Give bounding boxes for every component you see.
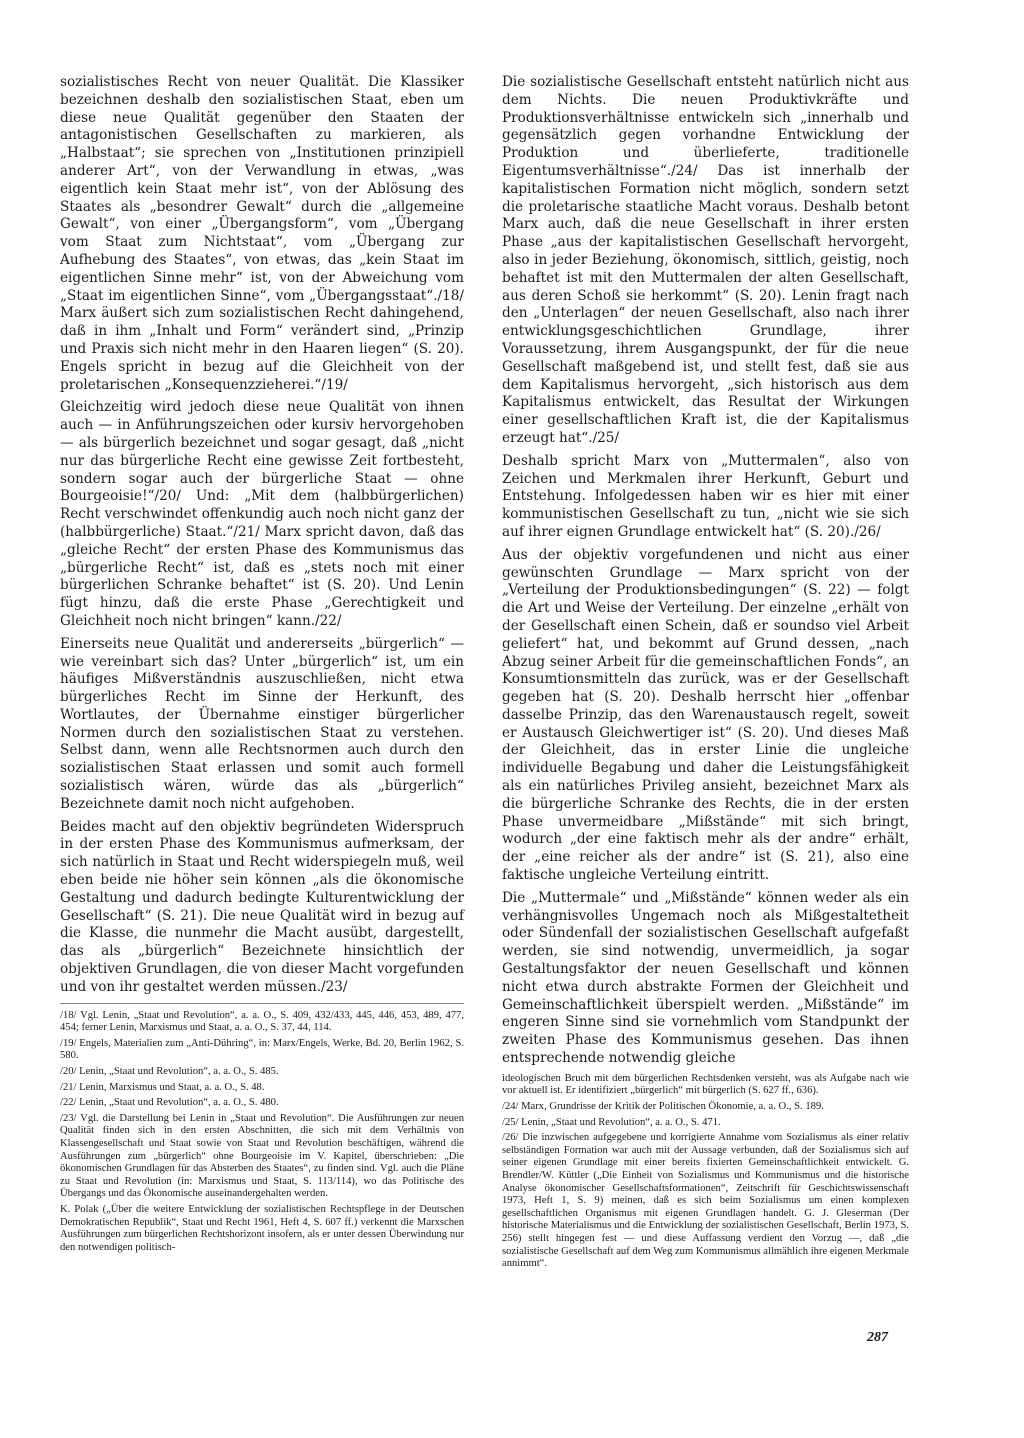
- footnote: /20/ Lenin, „Staat und Revolution“, a. a. O., S. 485.: [60, 1066, 279, 1078]
- footnote: /24/ Marx, Grundrisse der Kritik der Politischen Ökonomie, a. a. O., S. 189.: [502, 1101, 824, 1113]
- paragraph: Aus der objektiv vorgefundenen und nicht aus einer gewünschten Grundlage — Marx spricht von der „Verteilung der Produktionsbedingungen“ (S. 22) — folgt die Art und Weise der Verteilung. Der einzelne „erhält von der Gesellschaft einen Schein, daß er soundso viel Arbeit geliefert“ hat, und bekommt auf Grund dessen, „nach Abzug seiner Arbeit für die gemeinschaftlichen Fonds“, an Konsumtionsmitteln das zurück, was er der Gesellschaft gegeben hat (S. 20). Deshalb herrscht hier „offenbar dasselbe Prinzip, das den Warenaustausch regelt, soweit er Austausch Gleichwertiger ist“ (S. 20). Und dieses Maß der Gleichheit, das in erster Linie die ungleiche individuelle Begabung und daher die Leistungsfähigkeit als ein natürliches Privileg ansieht, bezeichnet Marx als die bürgerliche Schranke des Rechts, die in der ersten Phase unvermeidbare „Mißstände“ mit sich bringt, wodurch „der eine faktisch mehr als der andre“ erhält, der „eine reicher als der andre“ ist (S. 21), also eine faktische ungleiche Verteilung eintritt.: [502, 546, 909, 884]
- footnote: /18/ Vgl. Lenin, „Staat und Revolution“, a. a. O., S. 409, 432/433, 445, 446, 453, 489, 477, 454; ferner Lenin, Marxismus und Staat, a. a. O., S. 37, 44, 114.: [60, 1009, 464, 1034]
- footnote: ideologischen Bruch mit dem bürgerlichen Rechtsdenken versteht, was als Aufgabe nach wie vor aktuell ist. Er identifiziert „bürgerlich“ mit bürgerlich (S. 627 ff., 636).: [502, 1072, 909, 1097]
- footnote: /22/ Lenin, „Staat und Revolution“, a. a. O., S. 480.: [60, 1097, 279, 1109]
- paragraph: Deshalb spricht Marx von „Muttermalen“, also von Zeichen und Merkmalen ihrer Herkunft, Geburt und Entstehung. Infolgedessen haben wir es hier mit einer kommunistischen Gesellschaft zu tun, „nicht wie sie sich auf ihrer eignen Grundlage entwickelt hat“ (S. 20)./26/: [502, 452, 909, 540]
- footnote: /26/ Die inzwischen aufgegebene und korrigierte Annahme vom Sozialismus als einer relativ selbständigen Formation war auch mit der Aussage verbunden, daß der Sozialismus sich auf seiner eigenen Grundlage mit einer bereits fixierten Gemeinschaftlichkeit entwickelt. G. Brendler/W. Küttler („Die Einheit von Sozialismus und Kommunismus und die historische Analyse ökonomischer Gesellschaftsformationen“, Zeitschrift für Geschichtswissenschaft 1973, Heft 1, S. 9) meinen, daß es sich beim Sozialismus um einen komplexen gesellschaftlichen Organismus mit eigenen Grundlagen handelt. G. J. Gleserman (Der historische Materialismus und die Entwicklung der sozialistischen Gesellschaft, Berlin 1973, S. 256) stellt hingegen fest — und diese Auffassung verdient den Vorzug —, daß „die sozialistische Gesellschaft auf dem Weg zum Kommunismus allmählich ihre eigenen Merkmale annimmt“.: [502, 1132, 909, 1270]
- paragraph: Beides macht auf den objektiv begründeten Widerspruch in der ersten Phase des Kommunismus aufmerksam, der sich natürlich in Staat und Recht widerspiegeln muß, weil eben beide nie höher sein können „als die ökonomische Gestaltung und dadurch bedingte Kulturentwicklung der Gesellschaft“ (S. 21). Die neue Qualität wird in bezug auf die Klasse, die nunmehr die Macht ausübt, dargestellt, das als „bürgerlich“ Bezeichnete hinsichtlich der objektiven Grundlagen, die von dieser Macht vorgefunden und von ihr gestaltet werden müssen./23/: [60, 818, 464, 995]
- right-body-text: [502, 74, 909, 1068]
- footnote: K. Polak („Über die weitere Entwicklung der sozialistischen Rechtspflege in der Deutschen Demokratischen Republik“, Staat und Recht 1961, Heft 4, S. 607 ff.) verkennt die Marxschen Ausführungen zum bürgerlichen Rechtshorizont insofern, als er unter dessen Überwindung nur den notwendigen politisch-: [60, 1203, 464, 1253]
- paragraph: Einerseits neue Qualität und andererseits „bürgerlich“ — wie vereinbart sich das? Unter „bürgerlich“ ist, um ein häufiges Mißverständnis auszuschließen, nicht etwa bürgerliches Recht im Sinne der Herkunft, des Wortlautes, der Übernahme einstiger bürgerlicher Normen durch den sozialistischen Staat zu verstehen. Selbst dann, wenn alle Rechtsnormen auch durch den sozialistischen Staat erlassen und somit auch formell sozialistisch wären, würde das als „bürgerlich“ Bezeichnete damit noch nicht aufgehoben.: [60, 635, 464, 812]
- paragraph: Die sozialistische Gesellschaft entsteht natürlich nicht aus dem Nichts. Die neuen Produktivkräfte und Produktionsverhältnisse entwickeln sich „innerhalb und gegensätzlich gegen vorhandne Entwicklung der Produktion und überlieferte, traditionelle Eigentumsverhältnisse“./24/ Das ist innerhalb der kapitalistischen Formation nicht möglich, sondern setzt die proletarische staatliche Macht voraus. Deshalb betont Marx auch, daß die neue Gesellschaft in ihrer ersten Phase „aus der kapitalistischen Gesellschaft hervorgeht, also in jeder Beziehung, ökonomisch, sittlich, geistig, noch behaftet ist mit den Muttermalen der alten Gesellschaft, aus deren Schoß sie herkommt“ (S. 20). Lenin fragt nach den „Unterlagen“ der neuen Gesellschaft, also nach ihrer entwicklungsgeschichtlichen Grundlage, ihrer Voraussetzung, ihrem Ausgangspunkt, der für die neue Gesellschaft maßgebend ist, und stellt fest, daß sie aus dem Kapitalismus hervorgeht, „sich historisch aus dem Kapitalismus entwickelt, das Resultat der Wirkungen einer gesellschaftlichen Kraft ist, die der Kapitalismus erzeugt hat“./25/: [502, 74, 909, 446]
- footnote: /23/ Vgl. die Darstellung bei Lenin in „Staat und Revolution“. Die Ausführungen zur neuen Qualität finden sich in den ersten Abschnitten, die sich mit dem Verhältnis von Klassengesellschaft und Staat sowie von Staat und Revolution beschäftigen, während die Ausführungen zum „bürgerlich“ ohne Bourgeoisie im V. Kapitel, überschrieben: „Die ökonomischen Grundlagen für das Absterben des Staates“, zu finden sind. Vgl. auch die Pläne zu Staat und Revolution (in: Marxismus und Staat, S. 113/114), wo das Politische des Übergangs und das Ökonomische auseinandergehalten werden.: [60, 1112, 464, 1200]
- footnote: /21/ Lenin, Marxismus und Staat, a. a. O., S. 48.: [60, 1081, 265, 1093]
- paragraph: Gleichzeitig wird jedoch diese neue Qualität von ihnen auch — in Anführungszeichen oder kursiv hervorgehoben — als bürgerlich bezeichnet und sogar gesagt, daß „nicht nur das bürgerliche Recht eine gewisse Zeit fortbesteht, sondern sogar auch der bürgerliche Staat — ohne Bourgeoisie!“/20/ Und: „Mit dem (halbbürgerlichen) Recht verschwindet offenkundig auch noch nicht ganz der (halbbürgerliche) Staat.“/21/ Marx spricht davon, daß das „gleiche Recht“ der ersten Phase des Kommunismus das „bürgerliche Recht“ ist, daß es „stets noch mit einer bürgerlichen Schranke behaftet“ ist (S. 20). Und Lenin fügt hinzu, daß die erste Phase „Gerechtigkeit und Gleichheit noch nicht bringen“ kann./22/: [60, 399, 464, 629]
- left-footnotes: [60, 1010, 464, 1255]
- right-footnotes: [502, 1073, 909, 1271]
- paragraph: Die „Muttermale“ und „Mißstände“ können weder als ein verhängnisvolles Ungemach noch als Mißgestaltetheit oder Sündenfall der sozialistischen Gesellschaft aufgefaßt werden, sie sind notwendig, unvermeidlich, ja sogar Gestaltungsfaktor der neuen Gesellschaft und können nicht etwa durch abstrakte Formen der Gleichheit und Gemeinschaftlichkeit überspielt werden. „Mißstände“ im engeren Sinne sind sie vornehmlich vom Standpunkt der zweiten Phase des Kommunismus gesehen. Das ihnen entsprechende notwendig gleiche: [502, 889, 909, 1067]
- paragraph: sozialistisches Recht von neuer Qualität. Die Klassiker bezeichnen deshalb den sozialistischen Staat, eben um diese neue Qualität gegenüber den Staaten der antagonistischen Gesellschaften zu markieren, als „Halbstaat“; sie sprechen von „Institutionen prinzipiell anderer Art“, von der Verwandlung in etwas, „was eigentlich kein Staat mehr ist“, von der Ablösung des Staates als „besondrer Gewalt“ durch die „allgemeine Gewalt“, von einer „Übergangsform“, vom „Übergang vom Staat zum Nichtstaat“, vom „Übergang zur Aufhebung des Staates“, von etwas, das „kein Staat im eigentlichen Sinne mehr“ ist, von der Abweichung vom „Staat im eigentlichen Sinne“, vom „Übergangsstaat“./18/ Marx äußert sich zum sozialistischen Recht dahingehend, daß in ihm „Inhalt und Form“ verändert sind, „Prinzip und Praxis sich nicht mehr in den Haaren liegen“ (S. 20). Engels spricht in bezug auf die Gleichheit von der proletarischen „Konsequenzzieherei.“/19/: [60, 74, 464, 393]
- left-body-text: [60, 74, 464, 997]
- left-column: [60, 74, 464, 1257]
- footnote-divider: [60, 1003, 464, 1004]
- page-number: 287: [867, 1330, 888, 1345]
- footnote: /19/ Engels, Materialien zum „Anti-Dühring“, in: Marx/Engels, Werke, Bd. 20, Berlin 1962, S. 580.: [60, 1037, 464, 1062]
- footnote: /25/ Lenin, „Staat und Revolution“, a. a. O., S. 471.: [502, 1116, 721, 1128]
- right-column: [502, 74, 909, 1274]
